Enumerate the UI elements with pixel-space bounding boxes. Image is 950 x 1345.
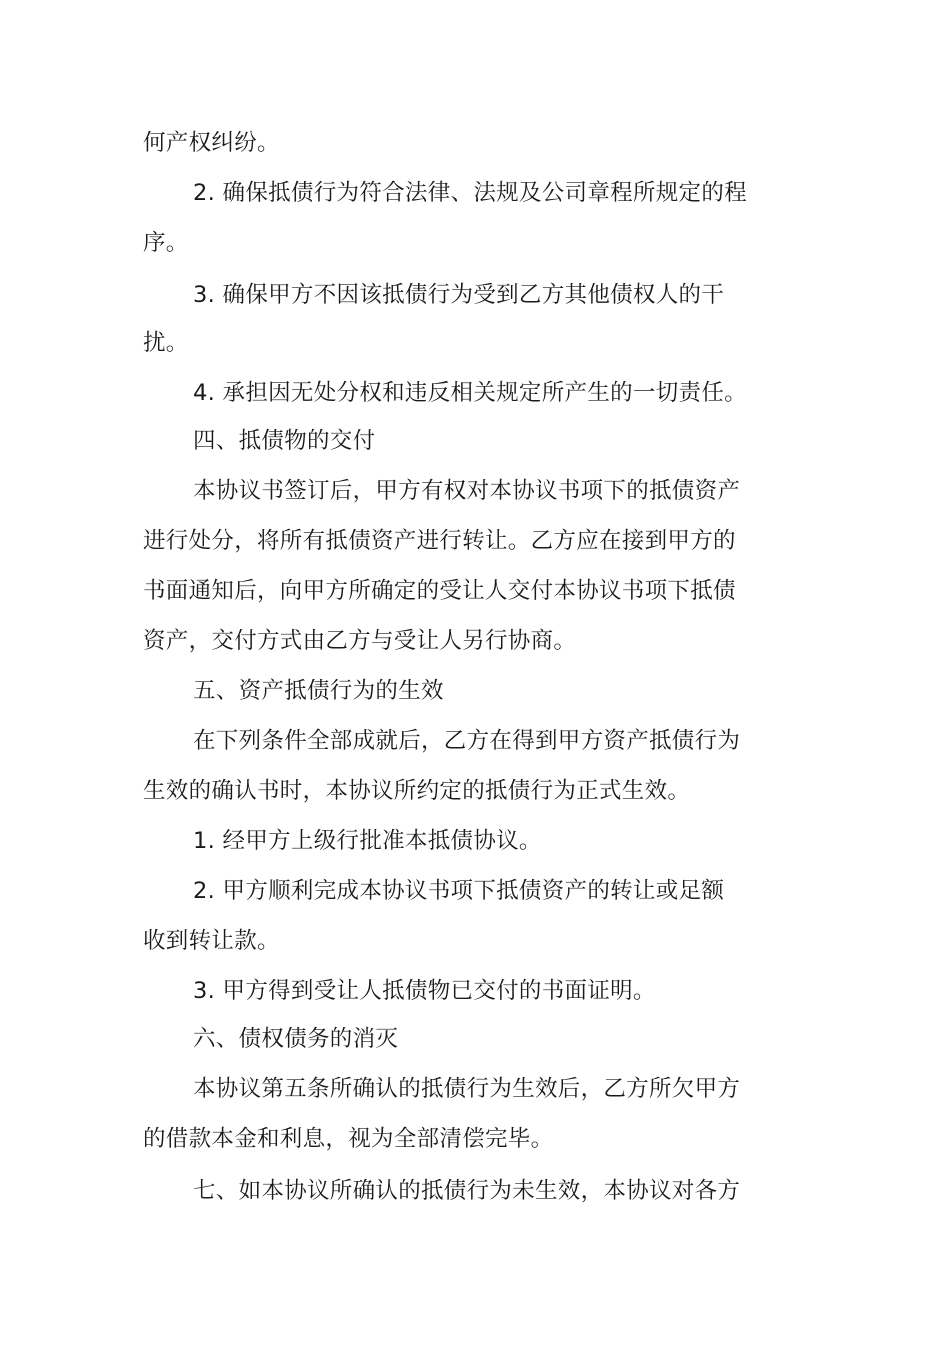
paragraph-line: 进行处分，将所有抵债资产进行转让。乙方应在接到甲方的 bbox=[143, 528, 736, 554]
paragraph-line: 本协议第五条所确认的抵债行为生效后，乙方所欠甲方 bbox=[193, 1076, 741, 1102]
paragraph-line: 在下列条件全部成就后，乙方在得到甲方资产抵债行为 bbox=[193, 728, 741, 754]
condition-item-2: 2. 甲方顺利完成本协议书项下抵债资产的转让或足额 bbox=[193, 878, 725, 904]
condition-item-3: 3. 甲方得到受让人抵债物已交付的书面证明。 bbox=[193, 978, 656, 1004]
text-line-continuation: 收到转让款。 bbox=[143, 928, 280, 954]
section-heading-5: 五、资产抵债行为的生效 bbox=[193, 678, 444, 704]
section-heading-6: 六、债权债务的消灭 bbox=[193, 1026, 399, 1052]
paragraph-line: 本协议书签订后，甲方有权对本协议书项下的抵债资产 bbox=[193, 478, 741, 504]
paragraph-line: 书面通知后，向甲方所确定的受让人交付本协议书项下抵债 bbox=[143, 578, 736, 604]
section-heading-7: 七、如本协议所确认的抵债行为未生效，本协议对各方 bbox=[193, 1178, 741, 1204]
paragraph-line: 的借款本金和利息，视为全部清偿完毕。 bbox=[143, 1126, 554, 1152]
text-line-continuation: 何产权纠纷。 bbox=[143, 130, 280, 156]
text-line-continuation: 扰。 bbox=[143, 330, 189, 356]
paragraph-line: 生效的确认书时，本协议所约定的抵债行为正式生效。 bbox=[143, 778, 691, 804]
clause-item-2: 2. 确保抵债行为符合法律、法规及公司章程所规定的程 bbox=[193, 180, 747, 206]
condition-item-1: 1. 经甲方上级行批准本抵债协议。 bbox=[193, 828, 542, 854]
paragraph-line: 资产，交付方式由乙方与受让人另行协商。 bbox=[143, 628, 577, 654]
section-heading-4: 四、抵债物的交付 bbox=[193, 428, 376, 454]
clause-item-3: 3. 确保甲方不因该抵债行为受到乙方其他债权人的干 bbox=[193, 282, 725, 308]
text-line-continuation: 序。 bbox=[143, 230, 189, 256]
clause-item-4: 4. 承担因无处分权和违反相关规定所产生的一切责任。 bbox=[193, 380, 747, 406]
